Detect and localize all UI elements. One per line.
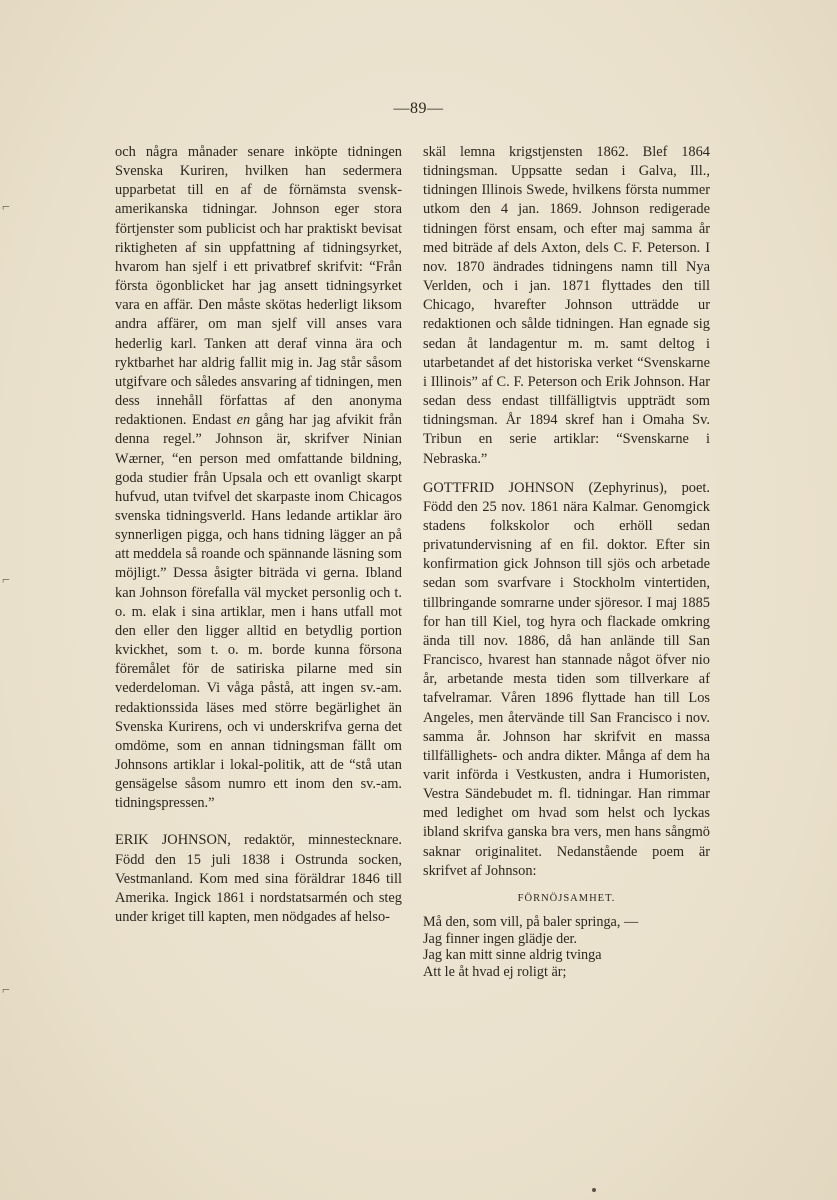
binding-mark: ⌐ (2, 200, 10, 215)
left-column (115, 143, 402, 927)
poem-title: FÖRNÖJSAMHET. (517, 892, 616, 904)
ink-dot (592, 1188, 596, 1192)
paragraph-erik-johnson: ERIK JOHNSON, redaktör, minnestecknare. Född den 15 juli 1838 i Ostrunda socken, Vestmanland. Kom med sina föräldrar 1846 till Amerika. Ingick 1861 i nordstatsarmén och steg under kriget till kapten, men nödgades af helso- (115, 832, 402, 926)
paragraph-erik-johnson-continued: skäl lemna krigstjensten 1862. Blef 1864 tidningsman. Uppsatte sedan i Galva, Ill., tidningen Illinois Swede, hvilkens första nummer utkom den 4 jan. 1869. Johnson redigerade tidningen först ensam, och efter maj samma år med biträde af dels Axton, dels C. F. Peterson. I nov. 1870 ändrades tidningens namn till Nya Verlden, och i jan. 1871 flyttades den till Chicago, hvarefter Johnson utträdde ur redaktionen och sålde tidningen. Han egnade sig sedan åt landagentur m. m. samt deltog i utarbetandet af det historiska verket “Svenskarne i Illinois” af C. F. Peterson och Erik Johnson. Har sedan dess endast tillfälligtvis uppträdt som tidningsman. År 1894 skref han i Omaha Sv. Tribun en serie artiklar: “Svenskarne i Nebraska.” (423, 144, 710, 467)
paragraph-text-continued: gång har jag afvikit från denna regel.” Johnson är, skrifver Ninian Wærner, “en person med omfattande bildning, goda studier från Upsala och ett ovanligt skarpt hufvud, utan tvifvel det skarpaste inom Chicagos svenska tidningsverld. Hans ledande artiklar äro synnerligen pigga, och hans tidning lägger an på att meddela så roande och spännande läsning som möjligt.” Dessa åsigter biträda vi gerna. Ibland kan Johnson förefalla väl mycket personlig och t. o. m. elak i sina artiklar, men i hans utfall mot den eller den ligger alltid en betydlig portion kvickhet, som t. o. m. borde kunna försona föremålet för de satiriska pilarne med sin vederdeloman. Vi våga påstå, att ingen sv.-am. redaktionssida läses med större begärlighet än Svenska Kurirens, och vi underskrifva gerna det omdöme, som en annan tidningsman fällt om Johnsons artiklar i lokal-politik, att de “stå utan gensägelse såsom numro ett inom den sv.-am. tidningspressen.” (115, 412, 402, 812)
right-column (423, 143, 710, 980)
poem (423, 914, 710, 980)
emphasized-word: en (236, 412, 251, 429)
paragraph-johnson-continued (115, 143, 402, 813)
poem-line: Må den, som vill, på baler springa, — (423, 914, 639, 931)
paragraph-gottfrid-johnson: GOTTFRID JOHNSON (Zephyrinus), poet. Född den 25 nov. 1861 nära Kalmar. Genomgick stadens folkskolor och erhöll sedan privatundervisning af en fil. doktor. Efter sin konfirmation gick Johnson till sjös och arbetade sedan som svarfvare i Stockholm vintertiden, tillbringande somrarne under sjöresor. I maj 1885 for han till Kiel, tog hyra och flackade omkring ända till nov. 1886, då han anlände till San Francisco, hvarest han stannade något öfver nio år, arbetande mesta tiden som tillverkare af tafvelramar. Våren 1896 flyttade han till Los Angeles, men återvände till San Francisco i nov. samma år. Johnson har skrifvit en massa tillfällighets- och andra dikter. Många af dem ha varit införda i Vestkusten, andra i Humoristen, Vestra Sändebudet m. fl. tidningar. Han rimmar med ledighet om hvad som helst och lyckas ibland skrifva ganska bra vers, men hans sångmö saknar originalitet. Nedanstående poem är skrifvet af Johnson: (423, 479, 710, 879)
page-number: —89— (393, 100, 444, 117)
poem-line: Att le åt hvad ej roligt är; (423, 963, 567, 980)
poem-line: Jag kan mitt sinne aldrig tvinga (423, 947, 602, 964)
binding-mark: ⌐ (2, 983, 10, 998)
paragraph-text: och några månader senare inköpte tidningen Svenska Kuriren, hvilken han sedermera upparbetat till en af de förnämsta svensk-amerikanska tidningar. Johnson eger stora förtjenster som publicist och har praktiskt bevisat riktigheten af sin uppfattning af tidningsyrket, hvarom han sjelf i ett privatbref skrifvit: “Från första ögonblicket har jag ansett tidningsyrket vara en affär. Den måste skötas hederligt liksom andra affärer, om man sjelf vill anses vara hederlig karl. Tanken att deraf vinna ära och ryktbarhet har aldrig fallit mig in. Jag står såsom utgifvare och således ansvaring af tidningen, men dess innehåll författas af den anonyma redaktionen. Endast (115, 144, 402, 429)
binding-mark: ⌐ (2, 573, 10, 588)
poem-line: Jag finner ingen glädje der. (423, 930, 578, 947)
